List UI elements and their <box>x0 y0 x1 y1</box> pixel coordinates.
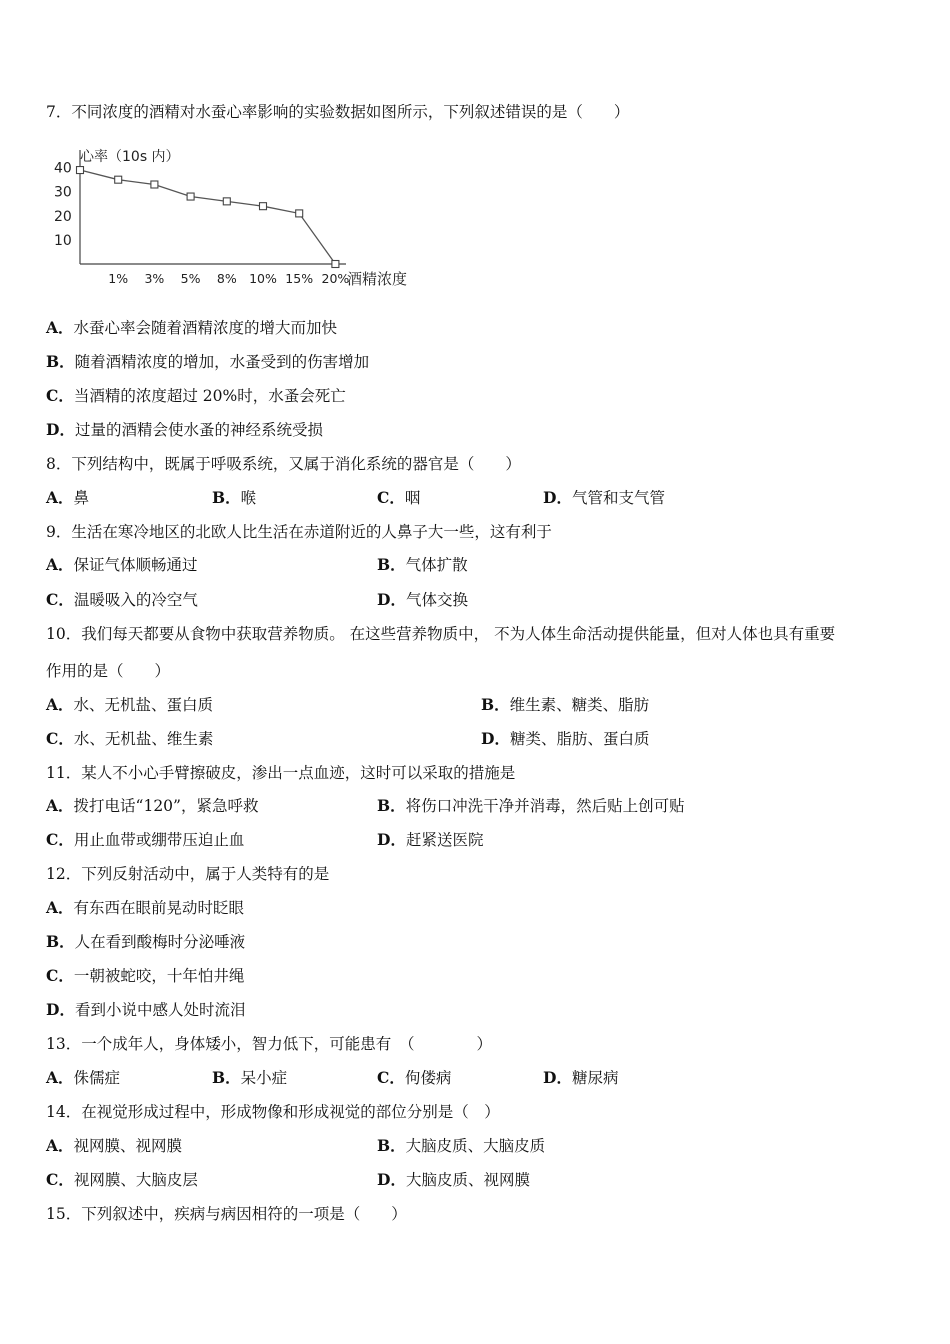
q13-option-a[interactable] <box>46 1068 120 1088</box>
option-letter: D． <box>377 590 406 609</box>
chart-x-axis-label: 酒精浓度 <box>347 270 408 288</box>
chart-y-axis-label: 心率（10s 内） <box>80 149 180 165</box>
chart-data-point <box>332 261 339 268</box>
q9-stem: 9．生活在寒冷地区的北欧人比生活在赤道附近的人鼻子大一些，这有利于 <box>46 523 552 541</box>
q14-stem: 14．在视觉形成过程中，形成物像和形成视觉的部位分别是（ ） <box>46 1103 500 1121</box>
option-letter: B． <box>212 1068 241 1087</box>
option-text: 过量的酒精会使水蚤的神经系统受损 <box>74 421 323 439</box>
option-letter: C． <box>377 488 405 507</box>
chart-ticks <box>54 161 349 286</box>
q9-option-d[interactable] <box>377 590 468 610</box>
option-text: 当酒精的浓度超过 20%时，水蚤会死亡 <box>73 387 346 405</box>
chart-data-point <box>77 167 84 174</box>
q8-option-b[interactable] <box>212 488 256 508</box>
q10-option-b[interactable] <box>481 695 649 715</box>
option-letter: D． <box>46 420 75 439</box>
q7-option-c[interactable] <box>46 386 346 406</box>
chart-axes <box>80 150 346 264</box>
q11-stem: 11．某人不小心手臂擦破皮，渗出一点血迹，这时可以采取的措施是 <box>46 764 516 782</box>
option-letter: C． <box>46 590 74 609</box>
chart-data-point <box>187 193 194 200</box>
q11-option-d[interactable] <box>377 830 483 850</box>
q9-option-a[interactable] <box>46 555 198 575</box>
q13-stem: 13．一个成年人，身体矮小，智力低下，可能患有 （ ） <box>46 1035 492 1053</box>
q13-option-d[interactable] <box>543 1068 618 1088</box>
option-text: 糖尿病 <box>571 1069 619 1087</box>
chart-data-point <box>296 210 303 217</box>
chart-x-tick-label: 3% <box>144 271 165 286</box>
option-text: 鼻 <box>73 489 90 507</box>
option-letter: C． <box>377 1068 405 1087</box>
chart-x-tick-label: 5% <box>180 271 201 286</box>
option-letter: C． <box>46 1170 74 1189</box>
q7-stem: 7．不同浓度的酒精对水蚕心率影响的实验数据如图所示，下列叙述错误的是（ ） <box>46 103 630 121</box>
chart-data-point <box>151 181 158 188</box>
option-letter: A． <box>46 695 74 714</box>
q9-option-c[interactable] <box>46 590 198 610</box>
q9-option-b[interactable] <box>377 555 468 575</box>
chart-y-tick-label: 20 <box>54 208 72 225</box>
q15-stem: 15．下列叙述中，疾病与病因相符的一项是（ ） <box>46 1205 407 1223</box>
q12-option-d[interactable] <box>46 1000 245 1020</box>
option-text: 有东西在眼前晃动时眨眼 <box>73 899 245 917</box>
option-letter: D． <box>377 830 406 849</box>
q8-stem: 8．下列结构中，既属于呼吸系统，又属于消化系统的器官是（ ） <box>46 455 521 473</box>
option-letter: A． <box>46 898 74 917</box>
chart-y-tick-label: 30 <box>54 184 72 201</box>
option-letter: A． <box>46 796 74 815</box>
option-text: 水、无机盐、维生素 <box>73 730 214 748</box>
option-letter: C． <box>46 966 74 985</box>
q14-option-c[interactable] <box>46 1170 198 1190</box>
chart-x-tick-label: 1% <box>108 271 129 286</box>
option-letter: B． <box>377 796 406 815</box>
option-text: 赶紧送医院 <box>405 831 484 849</box>
option-text: 侏儒症 <box>73 1069 121 1087</box>
option-text: 视网膜、大脑皮层 <box>73 1171 198 1189</box>
option-letter: C． <box>46 729 74 748</box>
option-text: 呆小症 <box>240 1069 288 1087</box>
option-text: 保证气体顺畅通过 <box>73 556 198 574</box>
chart-data-point <box>260 203 267 210</box>
chart-y-tick-label: 40 <box>54 160 72 177</box>
option-text: 用止血带或绷带压迫止血 <box>73 831 245 849</box>
q7-option-d[interactable] <box>46 420 323 440</box>
q13-option-c[interactable] <box>377 1068 451 1088</box>
q10-stem-line2: 作用的是（ ） <box>46 662 171 680</box>
q10-stem-line1: 10．我们每天都要从食物中获取营养物质。 在这些营养物质中， 不为人体生命活动提供能量，但对人体也具有重要 <box>46 625 836 643</box>
q12-option-b[interactable] <box>46 932 245 952</box>
option-letter: C． <box>46 830 74 849</box>
q12-stem: 12．下列反射活动中，属于人类特有的是 <box>46 865 330 883</box>
option-text: 人在看到酸梅时分泌唾液 <box>74 933 246 951</box>
option-letter: D． <box>543 488 572 507</box>
q11-option-a[interactable] <box>46 796 258 816</box>
option-letter: D． <box>543 1068 572 1087</box>
q11-option-c[interactable] <box>46 830 244 850</box>
q8-option-c[interactable] <box>377 488 420 508</box>
option-text: 气体交换 <box>405 591 468 609</box>
chart-y-tick-label: 10 <box>54 232 72 249</box>
q14-option-b[interactable] <box>377 1136 545 1156</box>
option-letter: B． <box>46 352 75 371</box>
option-letter: D． <box>377 1170 406 1189</box>
chart-data-point <box>115 176 122 183</box>
chart-x-tick-label: 20% <box>321 271 350 286</box>
option-letter: A． <box>46 1136 74 1155</box>
option-text: 佝偻病 <box>404 1069 452 1087</box>
option-letter: D． <box>46 1000 75 1019</box>
option-text: 温暖吸入的冷空气 <box>73 591 198 609</box>
option-letter: A． <box>46 318 74 337</box>
q12-option-c[interactable] <box>46 966 244 986</box>
option-text: 一朝被蛇咬，十年怕井绳 <box>73 967 245 985</box>
q13-option-b[interactable] <box>212 1068 287 1088</box>
option-letter: B． <box>377 555 406 574</box>
option-text: 拨打电话“120”，紧急呼救 <box>73 797 259 815</box>
q10-option-c[interactable] <box>46 729 213 749</box>
q10-option-a[interactable] <box>46 695 213 715</box>
option-text: 气管和支气管 <box>571 489 665 507</box>
option-text: 维生素、糖类、脂肪 <box>509 696 650 714</box>
q11-option-b[interactable] <box>377 796 685 816</box>
chart-data-point <box>223 198 230 205</box>
option-text: 随着酒精浓度的增加，水蚤受到的伤害增加 <box>74 353 370 371</box>
option-text: 水蚕心率会随着酒精浓度的增大而加快 <box>73 319 338 337</box>
q14-option-d[interactable] <box>377 1170 530 1190</box>
option-text: 将伤口冲洗干净并消毒，然后贴上创可贴 <box>405 797 685 815</box>
option-text: 视网膜、视网膜 <box>73 1137 183 1155</box>
option-letter: A． <box>46 1068 74 1087</box>
option-text: 糖类、脂肪、蛋白质 <box>509 730 650 748</box>
option-letter: B． <box>212 488 241 507</box>
q10-option-d[interactable] <box>481 729 649 749</box>
option-text: 看到小说中感人处时流泪 <box>74 1001 246 1019</box>
option-letter: B． <box>46 932 75 951</box>
option-letter: C． <box>46 386 74 405</box>
option-letter: A． <box>46 555 74 574</box>
q8-option-a[interactable] <box>46 488 89 508</box>
q12-option-a[interactable] <box>46 898 244 918</box>
q14-option-a[interactable] <box>46 1136 182 1156</box>
option-letter: D． <box>481 729 510 748</box>
chart-x-tick-label: 10% <box>249 271 277 286</box>
option-text: 咽 <box>404 489 421 507</box>
option-text: 喉 <box>240 489 257 507</box>
chart-x-tick-label: 8% <box>216 271 237 286</box>
heart-rate-chart <box>46 142 426 292</box>
option-letter: A． <box>46 488 74 507</box>
option-text: 大脑皮质、视网膜 <box>405 1171 530 1189</box>
option-text: 气体扩散 <box>405 556 468 574</box>
q8-option-d[interactable] <box>543 488 665 508</box>
q7-option-a[interactable] <box>46 318 337 338</box>
q7-option-b[interactable] <box>46 352 369 372</box>
chart-points <box>77 167 339 268</box>
option-text: 水、无机盐、蛋白质 <box>73 696 214 714</box>
option-text: 大脑皮质、大脑皮质 <box>405 1137 546 1155</box>
chart-x-tick-label: 15% <box>285 271 314 286</box>
option-letter: B． <box>481 695 510 714</box>
option-letter: B． <box>377 1136 406 1155</box>
